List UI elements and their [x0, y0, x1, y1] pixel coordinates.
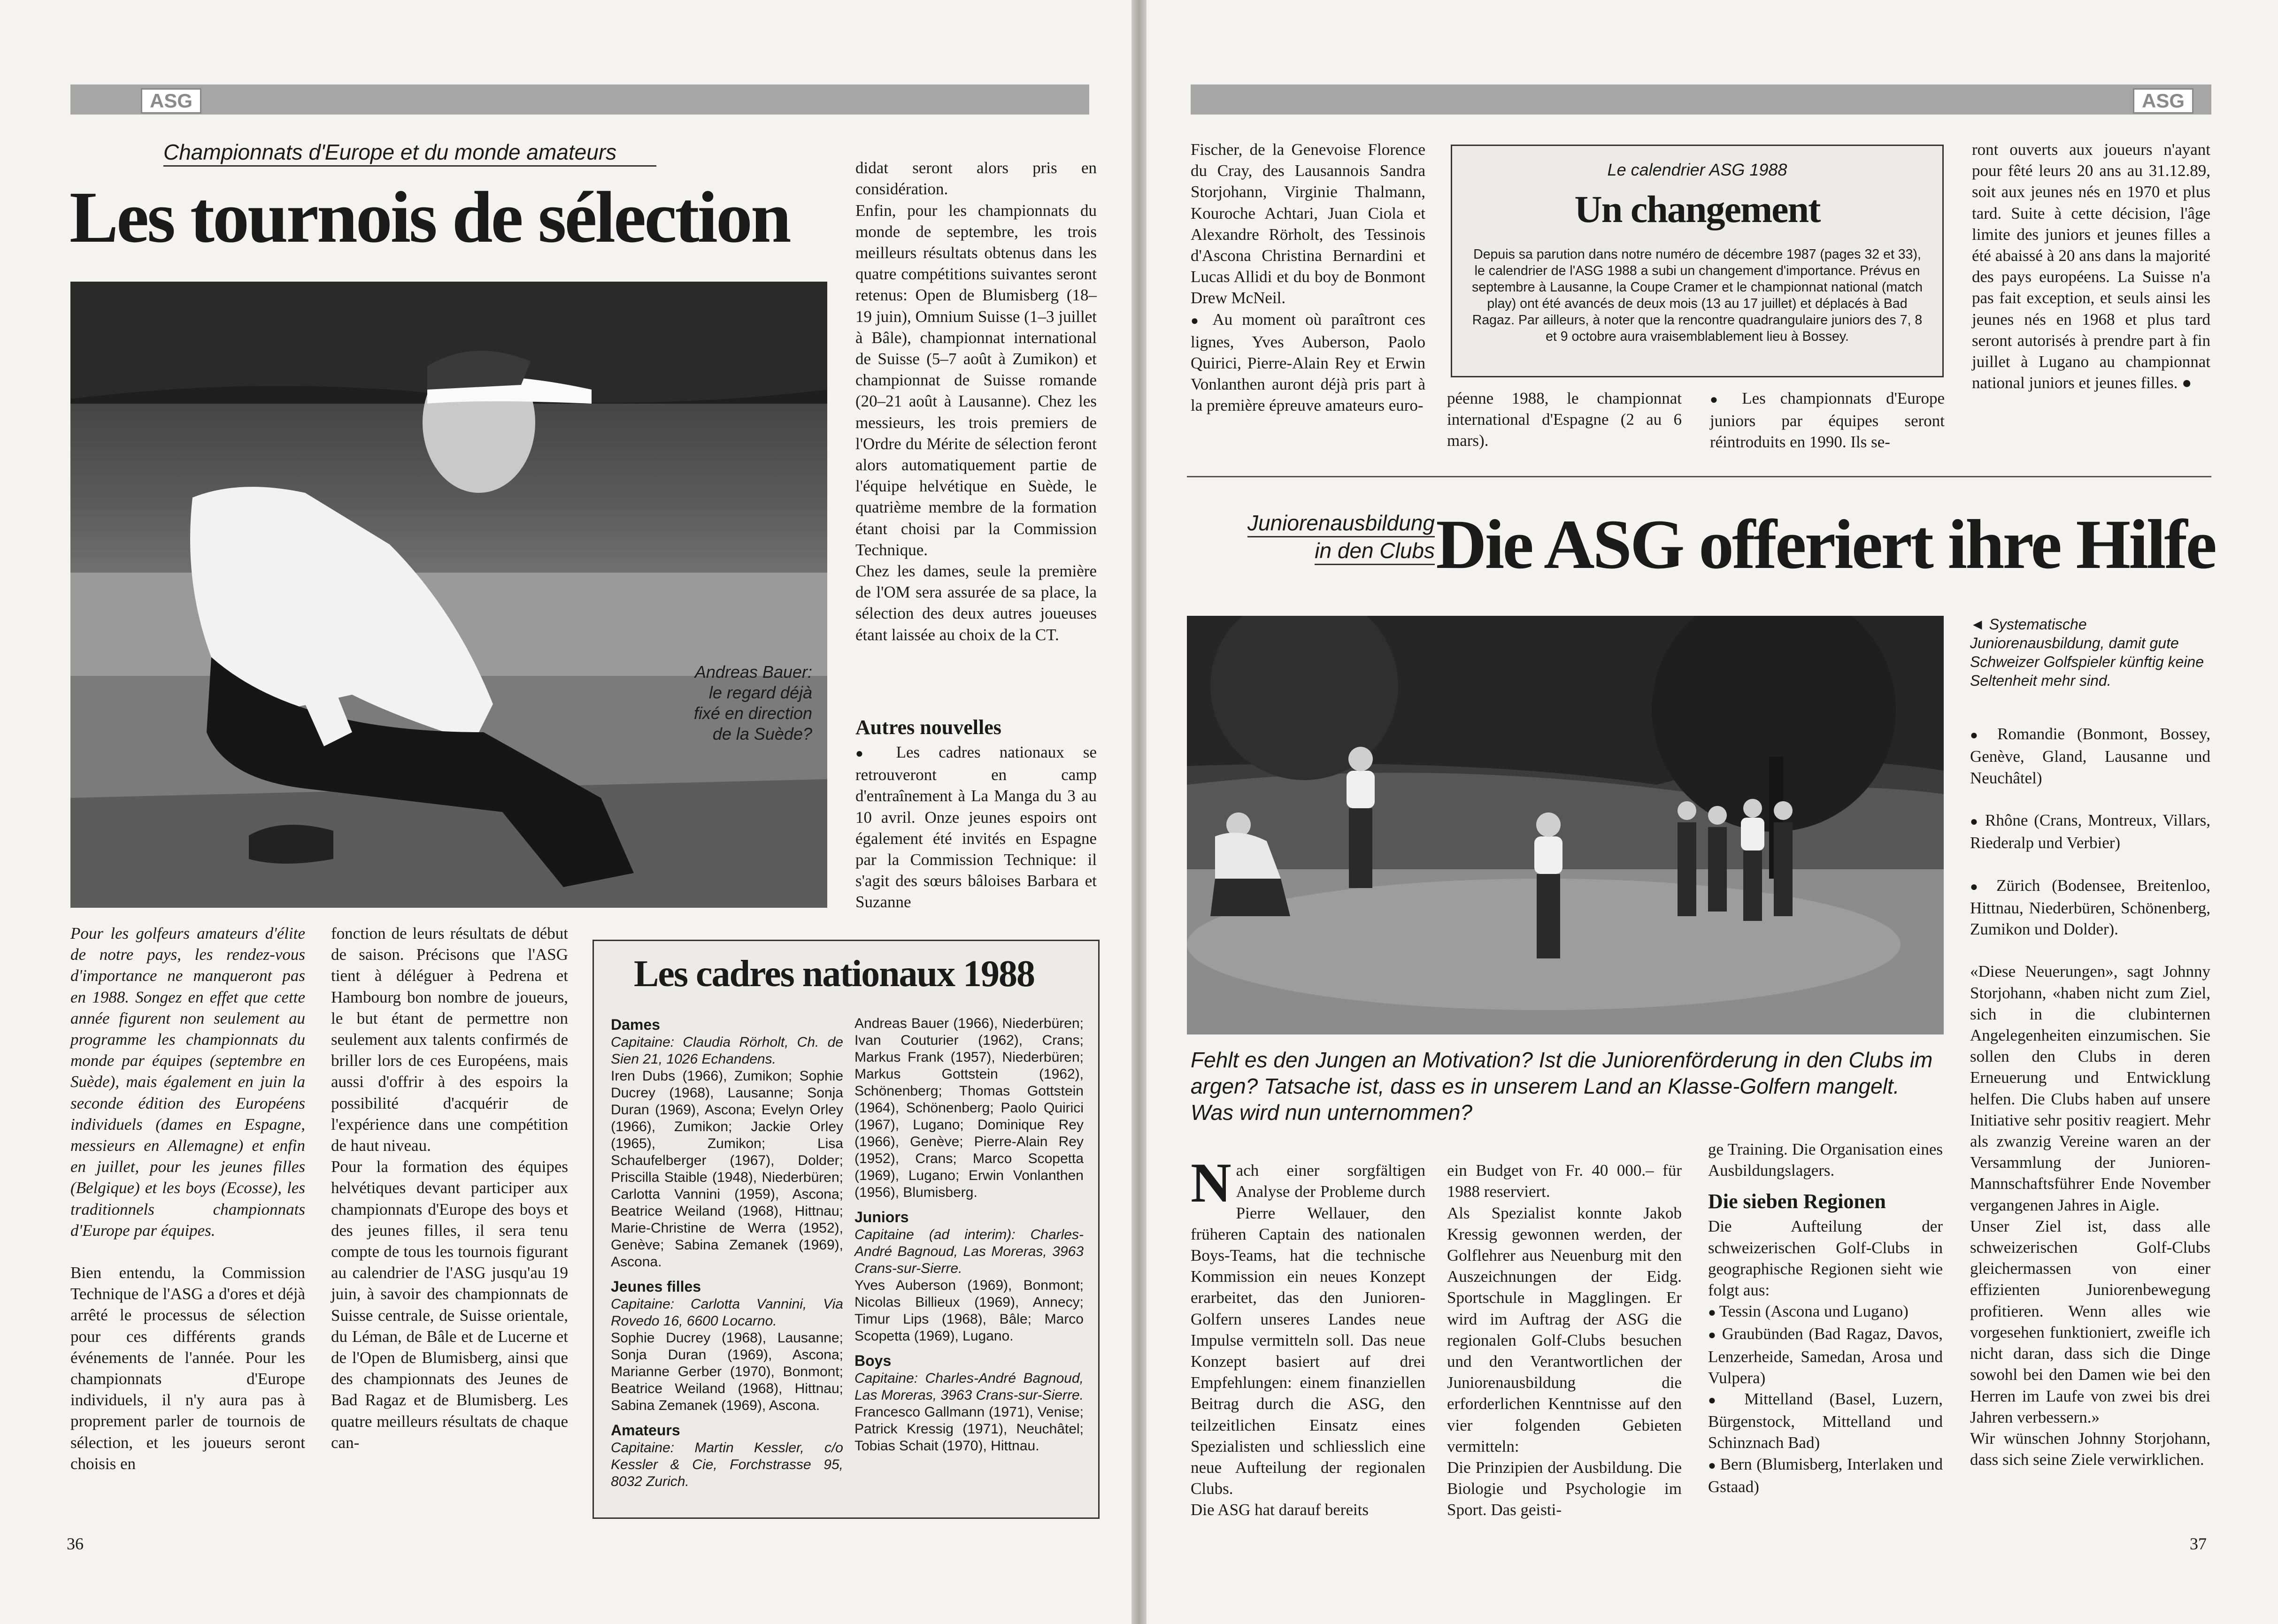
- body-paragraph: ge Training. Die Organisation eines Ausbildungslagers.: [1708, 1140, 1943, 1180]
- german-column-3: [1708, 1139, 1943, 1497]
- juniors-captain: Capitaine (ad interim): Charles-André Bagnoud, Las Moreras, 3963 Crans-sur-Sierre.: [854, 1227, 1084, 1276]
- section-tag: ASG: [2133, 88, 2193, 114]
- dames-list: Iren Dubs (1966), Zumikon; Sophie Ducrey (1968), Lausanne; Sonja Duran (1969), Ascona; Evelyn Orley (1966), Zumikon; Jackie Orley (1965), Zumikon; Lisa Schaufelberger (1967), Dolder; Priscilla Staible (1948), Niederbüren; Carlotta Vannini (1959), Ascona; Beatrice Weiland (1968), Hittnau; Marie-Christine de Werra (1952), Genève; Sabina Zemanek (1969), Ascona.: [611, 1068, 843, 1270]
- article-headline: Les tournois de sélection: [69, 176, 790, 258]
- body-paragraph: ● Les championnats d'Europe juniors par équipes seront réintroduits en 1990. Ils se-: [1710, 388, 1945, 453]
- cadres-box-title: Les cadres nationaux 1988: [634, 953, 1035, 995]
- article-kicker: Championnats d'Europe et du monde amateurs: [163, 139, 656, 167]
- dames-heading: Dames: [611, 1016, 660, 1033]
- calendar-box-kicker: Le calendrier ASG 1988: [1607, 160, 1787, 179]
- jeunes-filles-list: Sophie Ducrey (1968), Lausanne; Sonja Duran (1969), Ascona; Marianne Gerber (1970), Bonmont; Beatrice Weiland (1968), Hittnau; Sabina Zemanek (1969), Ascona.: [611, 1330, 843, 1413]
- drop-cap: N: [1191, 1151, 1231, 1214]
- regions-heading: Die sieben Regionen: [1708, 1190, 1886, 1213]
- calendar-box: [1451, 145, 1944, 377]
- body-paragraph: ein Budget von Fr. 40 000.– für 1988 reserviert. Als Spezialist konnte Jakob Kressig gewonnen werden, der Golflehrer aus Neuenburg mit den Auszeichnungen der Eidg. Sportschule in Magglingen. Er wird im Auftrag der ASG die regionalen Golf-Clubs besuchen und den Verantwortlichen der Juniorenausbildung die erforderlichen Kenntnisse auf den vier folgenden Gebieten vermitteln: Die Prinzipien der Ausbildung. Die Biologie und Psychologie im Sport. Das geisti-: [1447, 1161, 1682, 1519]
- left-page: [0, 0, 1131, 1624]
- calendar-box-title: Un changement: [1574, 188, 1820, 230]
- jeunes-filles-heading: Jeunes filles: [611, 1278, 701, 1295]
- right-page: [1147, 0, 2278, 1624]
- juniors-photo-image: [1187, 616, 1944, 1034]
- top-column-4: [1972, 139, 2210, 393]
- german-column-1: [1191, 1139, 1425, 1521]
- body-paragraph: ach einer sorgfältigen Analyse der Probleme durch Pierre Wellauer, den früheren Captain des nationalen Boys-Teams, hat die technische Kommission ein neues Konzept erarbeitet, das den Junioren-Golfern unseres Landes neue Impulse vermitteln soll. Das neue Konzept basiert auf drei Empfehlungen: einem finanziellen Beitrag durch die ASG, den teilzeitlichen Einsatz eines Spezialisten und schliesslich eine neue Aufteilung der regionalen Clubs. Die ASG hat darauf bereits: [1191, 1161, 1425, 1519]
- dames-captain: Capitaine: Claudia Rörholt, Ch. de Sien 21, 1026 Echandens.: [611, 1034, 843, 1067]
- jeunes-filles-captain: Capitaine: Carlotta Vannini, Via Rovedo 16, 6600 Locarno.: [611, 1296, 843, 1329]
- body-paragraph: didat seront alors pris en considération. Enfin, pour les championnats du monde de septembre, les trois meilleurs résultats obtenus dans les quatre compétitions suivantes seront retenus: Open de Blumisberg (18–19 juin), Omnium Suisse (1–3 juillet à Bâle), championnat international de Suisse (5–7 août à Zumikon) et championnat de Suisse romande (20–21 août à Lausanne). Chez les messieurs, les trois premiers de l'Ordre du Mérite de sélection feront alors automatiquement partie de l'équipe helvétique en Suède, le quatrième membre de la formation étant choisi par la Commission Technique. Chez les dames, seule la première de l'OM sera assurée de sa place, la sélection des deux autres joueuses étant laissée au choix de la CT.: [855, 159, 1097, 644]
- region-item: ● Rhône (Crans, Montreux, Villars, Riederalp und Verbier): [1970, 810, 2210, 853]
- second-kicker: [1191, 510, 1435, 565]
- boys-heading: Boys: [854, 1352, 892, 1369]
- intro-paragraph: Pour les golfeurs amateurs d'élite de notre pays, les rendez-vous d'importance ne manqueront pas en 1988. Songez en effet que cette année figurent non seulement au programme les championnats du monde par équipes (septembre en Suède), mais également en juin la seconde édition des Européens individuels (dames en Espagne, messieurs en Allemagne) et enfin en juillet, pour les jeunes filles (Belgique) et les boys (Ecosse), les traditionnels championnats d'Europe par équipes.: [70, 924, 305, 1240]
- juniors-list: Yves Auberson (1969), Bonmont; Nicolas Billieux (1969), Annecy; Timur Lips (1968), Bâle; Marco Scopetta (1969), Lugano.: [854, 1278, 1084, 1344]
- region-item: ● Tessin (Ascona und Lugano): [1708, 1301, 1943, 1323]
- body-paragraph: péenne 1988, le championnat international d'Espagne (2 au 6 mars).: [1447, 389, 1682, 450]
- intro-column: [70, 923, 305, 1474]
- body-column-3: [855, 136, 1097, 666]
- region-item: ● Mittelland (Basel, Luzern, Bürgenstock, Mittelland und Schinznach Bad): [1708, 1388, 1943, 1454]
- body-paragraph: ront ouverts aux joueurs n'ayant pour fêté leurs 20 ans au 31.12.89, soit aux jeunes nés en 1970 et plus tard. Suite à cette décision, l'âge limite des juniors et jeunes filles a été abaissé à 20 ans dans la majorité des pays européens. La Suisse n'a pas fait exception, et seuls ainsi les jeunes nés en 1968 et plus tard seront autorisés à prendre part à fin juillet à Lugano au championnat national juniors et jeunes filles. ●: [1972, 139, 2210, 393]
- german-column-4: [1970, 702, 2210, 1492]
- body-paragraph: «Diese Neuerungen», sagt Johnny Storjohann, «haben nicht zum Ziel, sich in die clubinternen Angelegenheiten einzumischen. Sie sollen den Clubs in deren Erneuerung und Entwicklung helfen. Die Clubs haben auf unsere Initiative sehr positiv reagiert. Mehr als zwanzig Vereine waren an der Versammlung der Junioren-Mannschaftsführer Ende November vergangenen Jahres in Aigle. Unser Ziel ist, dass alle schweizerischen Golf-Clubs gleichermassen von einer effizienten Juniorenbewegung profitieren. Wenn alles wie vorgesehen funktioniert, zweifle ich nicht daran, dass sich die Dinge sowohl bei den Damen wie bei den Herren im Laufe von zwei bis drei Jahren verbessern.» Wir wünschen Johnny Storjohann, dass sich seine Ziele verwirklichen.: [1970, 962, 2210, 1469]
- other-news-heading: Autres nouvelles: [855, 716, 1001, 739]
- top-column-3: [1710, 388, 1945, 453]
- juniors-heading: Juniors: [854, 1209, 909, 1226]
- golfer-photo: [70, 282, 827, 908]
- juniors-photo-caption: ◄ Systematische Juniorenausbildung, damit gute Schweizer Golfspieler künftig keine Seltenheit mehr sind.: [1970, 616, 2204, 689]
- page-gutter: [1131, 0, 1147, 1624]
- second-headline: Die ASG offeriert ihre Hilfe: [1436, 506, 2215, 583]
- golfer-photo-caption: Andreas Bauer: le regard déjà fixé en direction de la Suède?: [693, 662, 812, 743]
- body-paragraph: ● Au moment où paraîtront ces lignes, Yves Auberson, Paolo Quirici, Pierre-Alain Rey et Erwin Vonlanthen auront déjà pris part à la première épreuve amateurs euro-: [1191, 309, 1425, 416]
- top-column-1: [1191, 139, 1425, 416]
- region-item: ● Graubünden (Bad Ragaz, Davos, Lenzerheide, Samedan, Arosa und Vulpera): [1708, 1323, 1943, 1388]
- article-divider: [1187, 476, 2211, 477]
- section-bar: [1191, 84, 2211, 115]
- body-column-2: [331, 923, 568, 1453]
- boys-list: Francesco Gallmann (1971), Venise; Patrick Kressig (1971), Neuchâtel; Tobias Schait (1970), Hittnau.: [854, 1404, 1084, 1454]
- other-news-block: [855, 713, 1097, 913]
- second-kicker-line-1: Juniorenausbildung: [1247, 510, 1435, 537]
- calendar-box-text: Depuis sa parution dans notre numéro de décembre 1987 (pages 32 et 33), le calendrier de l'ASG 1988 a subi un changement d'importance. Prévus en septembre à Lausanne, la Coupe Cramer et le championnat national (match play) ont été avancés de deux mois (13 au 17 juillet) et déplacés à Bad Ragaz. Par ailleurs, à noter que la rencontre quadrangulaire juniors des 7, 8 et 9 octobre aura vraisemblablement lieu à Bossey.: [1471, 247, 1923, 344]
- section-tag: ASG: [141, 88, 201, 114]
- top-column-2: [1447, 388, 1682, 452]
- region-item: ● Romandie (Bonmont, Bossey, Genève, Gland, Lausanne und Neuchâtel): [1970, 723, 2210, 789]
- second-kicker-line-2: in den Clubs: [1315, 537, 1435, 565]
- section-bar: [70, 84, 1089, 115]
- region-item: ● Zürich (Bodensee, Breitenloo, Hittnau, Niederbüren, Schönenberg, Zumikon und Dolder).: [1970, 875, 2210, 940]
- body-paragraph: Fischer, de la Genevoise Florence du Cray, des Lausannois Sandra Storjohann, Virginie Thalmann, Kouroche Achtari, Juan Ciola et Alexandre Rörholt, des Tessinois d'Ascona Christina Bernardini et Lucas Allidi et du boy de Bonmont Drew McNeil.: [1191, 140, 1425, 307]
- amateurs-list: Andreas Bauer (1966), Niederbüren; Ivan Couturier (1962), Crans; Markus Frank (1957), Niederbüren; Markus Gottstein (1962), Schönenberg; Thomas Gottstein (1964), Schönenberg; Paolo Quirici (1967), Lugano; Dominique Rey (1966), Genève; Pierre-Alain Rey (1952), Crans; Marco Scopetta (1969), Lugano; Erwin Vonlanthen (1956), Blumisberg.: [854, 1016, 1084, 1200]
- body-paragraph: fonction de leurs résultats de début de saison. Précisons que l'ASG tient à déléguer à Pedrena et Hambourg bon nombre de joueurs, le but étant de permettre non seulement aux talents confirmés de briller lors de ces Européens, mais aussi d'offrir à des espoirs la possibilité d'acquérir de l'expérience dans une compétition de haut niveau.: [331, 924, 568, 1155]
- page-number: 37: [2190, 1534, 2207, 1553]
- amateurs-captain: Capitaine: Martin Kessler, c/o Kessler & Cie, Forchstrasse 95, 8032 Zurich.: [611, 1440, 843, 1489]
- body-paragraph: Bien entendu, la Commission Technique de l'ASG a d'ores et déjà arrêté le processus de sélection pour ces différents grands événements de l'année. Pour les championnats d'Europe individuels, il n'y aura pas à proprement parler de tournois de sélection, et les joueurs seront choisis en: [70, 1264, 305, 1473]
- boys-captain: Capitaine: Charles-André Bagnoud, Las Moreras, 3963 Crans-sur-Sierre.: [854, 1371, 1084, 1403]
- juniors-photo: [1187, 616, 1944, 1034]
- body-paragraph: Pour la formation des équipes helvétiques devant participer aux championnats d'Europe des boys et des jeunes filles, il sera tenu compte de tous les tournois figurant au calendrier de l'ASG jusqu'au 19 juin, à savoir des championnats de Suisse centrale, de Suisse orientale, du Léman, de Bâle et de Lucerne et de l'Open de Blumisberg, ainsi que des championnats des Jeunes de Bad Ragaz et de Blumisberg. Les quatre meilleurs résultats de chaque can-: [331, 1157, 568, 1452]
- page-number: 36: [67, 1534, 84, 1553]
- amateurs-heading: Amateurs: [611, 1422, 680, 1439]
- golfer-photo-image: [70, 282, 827, 908]
- cadres-box: [593, 940, 1100, 1519]
- cadres-left-column: [611, 1015, 843, 1490]
- other-news-paragraph: ● Les cadres nationaux se retrouveront en camp d'entraînement à La Manga du 3 au 10 avril. Onze jeunes espoirs ont également été invités en Espagne par la Commission Technique: il s'agit des sœurs bâloises Barbara et Suzanne: [855, 742, 1097, 913]
- lead-paragraph: Fehlt es den Jungen an Motivation? Ist die Juniorenförderung in den Clubs im argen? Tatsache ist, dass es in unserem Land an Klasse-Golfern mangelt. Was wird nun unternommen?: [1191, 1048, 1933, 1125]
- cadres-right-column: [854, 1015, 1084, 1455]
- german-column-2: [1447, 1139, 1682, 1542]
- region-item: ● Bern (Blumisberg, Interlaken und Gstaad): [1708, 1454, 1943, 1497]
- regions-intro: Die Aufteilung der schweizerischen Golf-Clubs in geographische Regionen sieht wie folgt aus:: [1708, 1217, 1943, 1300]
